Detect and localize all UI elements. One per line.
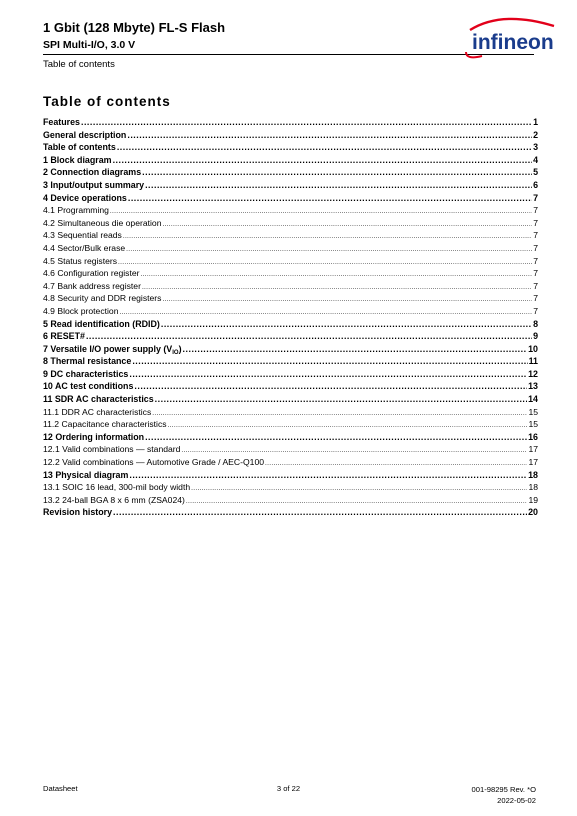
toc-dot-leader: [161, 318, 532, 331]
toc-entry-page: 17: [528, 457, 538, 468]
toc-entry-text: 11 SDR AC characteristics: [43, 394, 154, 405]
toc-entry[interactable]: [43, 192, 538, 205]
toc-entry[interactable]: [43, 179, 538, 192]
toc-entry-text: 11.2 Capacitance characteristics: [43, 419, 167, 430]
toc-entry[interactable]: [43, 166, 538, 179]
toc-entry-text: 2 Connection diagrams: [43, 167, 142, 178]
toc-entry-page: 17: [528, 444, 538, 455]
toc-entry-text: Table of contents: [43, 142, 116, 153]
toc-entry[interactable]: [43, 406, 538, 419]
toc-entry-page: 16: [528, 431, 538, 442]
toc-entry[interactable]: [43, 481, 538, 494]
toc-entry-text: 12 Ordering information: [43, 431, 145, 442]
toc-dot-leader: [134, 380, 527, 393]
toc-entry-page: 18: [528, 469, 538, 480]
toc-entry[interactable]: [43, 242, 538, 255]
toc-entry-page: 7: [533, 305, 538, 316]
toc-entry-label: [43, 406, 151, 419]
toc-entry-text: 7 Versatile I/O power supply (V: [43, 343, 173, 354]
toc-entry-page: 6: [533, 179, 538, 190]
toc-entry-page: 7: [533, 280, 538, 291]
toc-entry-page: 4: [533, 154, 538, 165]
toc-dot-leader: [113, 506, 527, 519]
toc-entry-page: 7: [533, 293, 538, 304]
toc-entry-text: Revision history: [43, 507, 113, 518]
toc-entry-label: [43, 355, 131, 368]
toc-entry-text: 8 Thermal resistance: [43, 356, 132, 367]
toc-entry-label: [43, 469, 128, 482]
section-label: Table of contents: [43, 59, 115, 70]
toc-entry-text: 1 Block diagram: [43, 154, 112, 165]
toc-entry-text: 9 DC characteristics: [43, 368, 129, 379]
toc-entry[interactable]: [43, 318, 538, 331]
toc-entry-label: [43, 292, 161, 305]
toc-dot-leader: [86, 330, 532, 343]
toc-entry-page: 7: [533, 217, 538, 228]
toc-entry-text: 4.1 Programming: [43, 205, 109, 216]
toc-entry[interactable]: [43, 280, 538, 293]
toc-entry-label: [43, 368, 128, 381]
document-subtitle: SPI Multi-I/O, 3.0 V: [43, 39, 136, 51]
toc-entry-text: Features: [43, 117, 80, 127]
toc-dot-leader: [145, 431, 527, 444]
toc-dot-leader: [113, 154, 533, 167]
toc-entry[interactable]: [43, 330, 538, 343]
toc-entry-text: 11.1 DDR AC characteristics: [43, 406, 152, 417]
toc-dot-leader: [145, 179, 532, 192]
toc-entry-page: 15: [528, 419, 538, 430]
toc-entry-label: [43, 481, 190, 494]
toc-entry-label: [43, 393, 154, 406]
toc-entry[interactable]: [43, 469, 538, 482]
toc-entry[interactable]: [43, 267, 538, 280]
toc-entry-page: 7: [533, 242, 538, 253]
toc-entry-page: 18: [528, 482, 538, 493]
toc-entry-text: 4.3 Sequential reads: [43, 230, 122, 241]
toc-entry-text: 6 RESET#: [43, 331, 85, 342]
toc-entry-label: [43, 141, 116, 154]
toc-entry[interactable]: [43, 229, 538, 242]
toc-entry[interactable]: [43, 380, 538, 393]
toc-entry-label: [43, 166, 141, 179]
toc-entry-label: [43, 267, 140, 280]
toc-entry-label: [43, 305, 118, 318]
toc-entry-page: 14: [528, 394, 538, 405]
toc-entry-text: 13.2 24-ball BGA 8 x 6 mm (ZSA024): [43, 494, 185, 505]
toc-entry[interactable]: [43, 292, 538, 305]
toc-entry-text: 4.7 Bank address register: [43, 280, 141, 291]
toc-dot-leader: [155, 393, 527, 406]
toc-entry-text: 4.5 Status registers: [43, 255, 118, 266]
toc-dot-leader: [128, 192, 532, 205]
toc-entry[interactable]: [43, 141, 538, 154]
toc-entry-text: 12.2 Valid combinations — Automotive Grade / AEC-Q100: [43, 457, 265, 468]
toc-entry-page: 3: [533, 142, 538, 153]
toc-entry[interactable]: [43, 355, 538, 368]
toc-entry-label: [43, 116, 80, 129]
toc-entry-text: 3 Input/output summary: [43, 179, 145, 190]
infineon-logo: [462, 16, 559, 60]
toc-entry[interactable]: [43, 393, 538, 406]
toc-entry-label: [43, 456, 264, 469]
toc-entry-text: 4.6 Configuration register: [43, 268, 140, 279]
toc-entry-page: 10: [528, 343, 538, 354]
toc-entry[interactable]: [43, 506, 538, 519]
toc-entry-text: 13 Physical diagram: [43, 469, 129, 480]
toc-entry-subscript: IO: [172, 349, 179, 356]
toc-dot-leader: [81, 116, 532, 129]
toc-entry-label: [43, 242, 125, 255]
toc-dot-leader: [183, 343, 528, 356]
toc-entry-text: 4.8 Security and DDR registers: [43, 293, 162, 304]
toc-entry-label: [43, 154, 112, 167]
toc-entry-page: 8: [533, 318, 538, 329]
toc-entry-label: [43, 179, 144, 192]
toc-entry-page: 7: [533, 192, 538, 203]
toc-entry-text: 5 Read identification (RDID): [43, 318, 160, 329]
toc-entry-suffix: ): [178, 343, 182, 354]
document-title: 1 Gbit (128 Mbyte) FL-S Flash: [43, 20, 226, 35]
footer-page-number: 3 of 22: [276, 784, 301, 793]
toc-entry-text: 4.9 Block protection: [43, 305, 119, 316]
toc-entry[interactable]: [43, 305, 538, 318]
toc-entry-label: [43, 443, 180, 456]
toc-entry-label: [43, 255, 117, 268]
header-divider: [43, 54, 534, 55]
toc-entry-label: [43, 318, 160, 331]
toc-dot-leader: [129, 469, 527, 482]
toc-entry-page: 7: [533, 268, 538, 279]
toc-entry-label: [43, 129, 126, 142]
toc-entry-page: 12: [528, 368, 538, 379]
toc-entry-label: [43, 280, 141, 293]
toc-entry-page: 5: [533, 167, 538, 178]
footer-doc-type: Datasheet: [43, 784, 78, 793]
footer-doc-info: [472, 784, 536, 806]
toc-entry-page: 13: [528, 381, 538, 392]
toc-entry[interactable]: [43, 368, 538, 381]
toc-entry-label: [43, 494, 185, 507]
toc-entry[interactable]: [43, 343, 538, 356]
toc-entry-label: [43, 431, 144, 444]
toc-entry[interactable]: [43, 116, 538, 129]
toc-entry[interactable]: [43, 456, 538, 469]
toc-heading: Table of contents: [43, 94, 171, 109]
toc-entry-text: 4.4 Sector/Bulk erase: [43, 242, 126, 253]
toc-dot-leader: [142, 166, 532, 179]
toc-entry[interactable]: [43, 255, 538, 268]
toc-entry-text: 4.2 Simultaneous die operation: [43, 217, 162, 228]
toc-entry-text: 10 AC test conditions: [43, 381, 134, 392]
toc-entry-text: 4 Device operations: [43, 192, 127, 203]
toc-entry-page: 2: [533, 129, 538, 140]
toc-entry[interactable]: [43, 217, 538, 230]
toc-entry-label: [43, 330, 85, 343]
logo-arc: [470, 19, 554, 30]
toc-entry-label: [43, 204, 109, 217]
toc-entry-page: 9: [533, 331, 538, 342]
footer-doc-number: 001-98295 Rev. *O: [471, 785, 536, 794]
toc-entry[interactable]: [43, 129, 538, 142]
toc-entry-page: 1: [533, 117, 538, 127]
toc-entry[interactable]: [43, 494, 538, 507]
toc-entry-label: [43, 418, 167, 431]
toc-entry-label: [43, 380, 133, 393]
toc-dot-leader: [129, 368, 527, 381]
footer-date: 2022-05-02: [497, 796, 536, 805]
toc-entry-label: [43, 192, 127, 205]
toc-entry[interactable]: [43, 204, 538, 217]
toc-entry-label: [43, 229, 122, 242]
toc-entry-text: 13.1 SOIC 16 lead, 300-mil body width: [43, 482, 191, 493]
toc-entry[interactable]: [43, 443, 538, 456]
table-of-contents: [43, 116, 538, 519]
toc-entry-label: [43, 506, 112, 519]
toc-entry[interactable]: [43, 431, 538, 444]
toc-entry-page: 19: [528, 494, 538, 505]
toc-entry-page: 11: [528, 356, 538, 367]
toc-dot-leader: [117, 141, 532, 154]
toc-entry-page: 20: [528, 507, 538, 518]
toc-entry-text: 12.1 Valid combinations — standard: [43, 444, 181, 455]
toc-entry-label: [43, 217, 161, 230]
toc-entry-page: 7: [533, 230, 538, 241]
toc-entry-page: 7: [533, 205, 538, 216]
toc-dot-leader: [132, 355, 527, 368]
toc-dot-leader: [127, 129, 532, 142]
toc-entry[interactable]: [43, 418, 538, 431]
toc-entry-page: 15: [528, 406, 538, 417]
toc-entry-text: General description: [43, 129, 127, 140]
logo-wordmark: infineon: [472, 31, 554, 54]
toc-entry-page: 7: [533, 255, 538, 266]
toc-entry[interactable]: [43, 154, 538, 167]
